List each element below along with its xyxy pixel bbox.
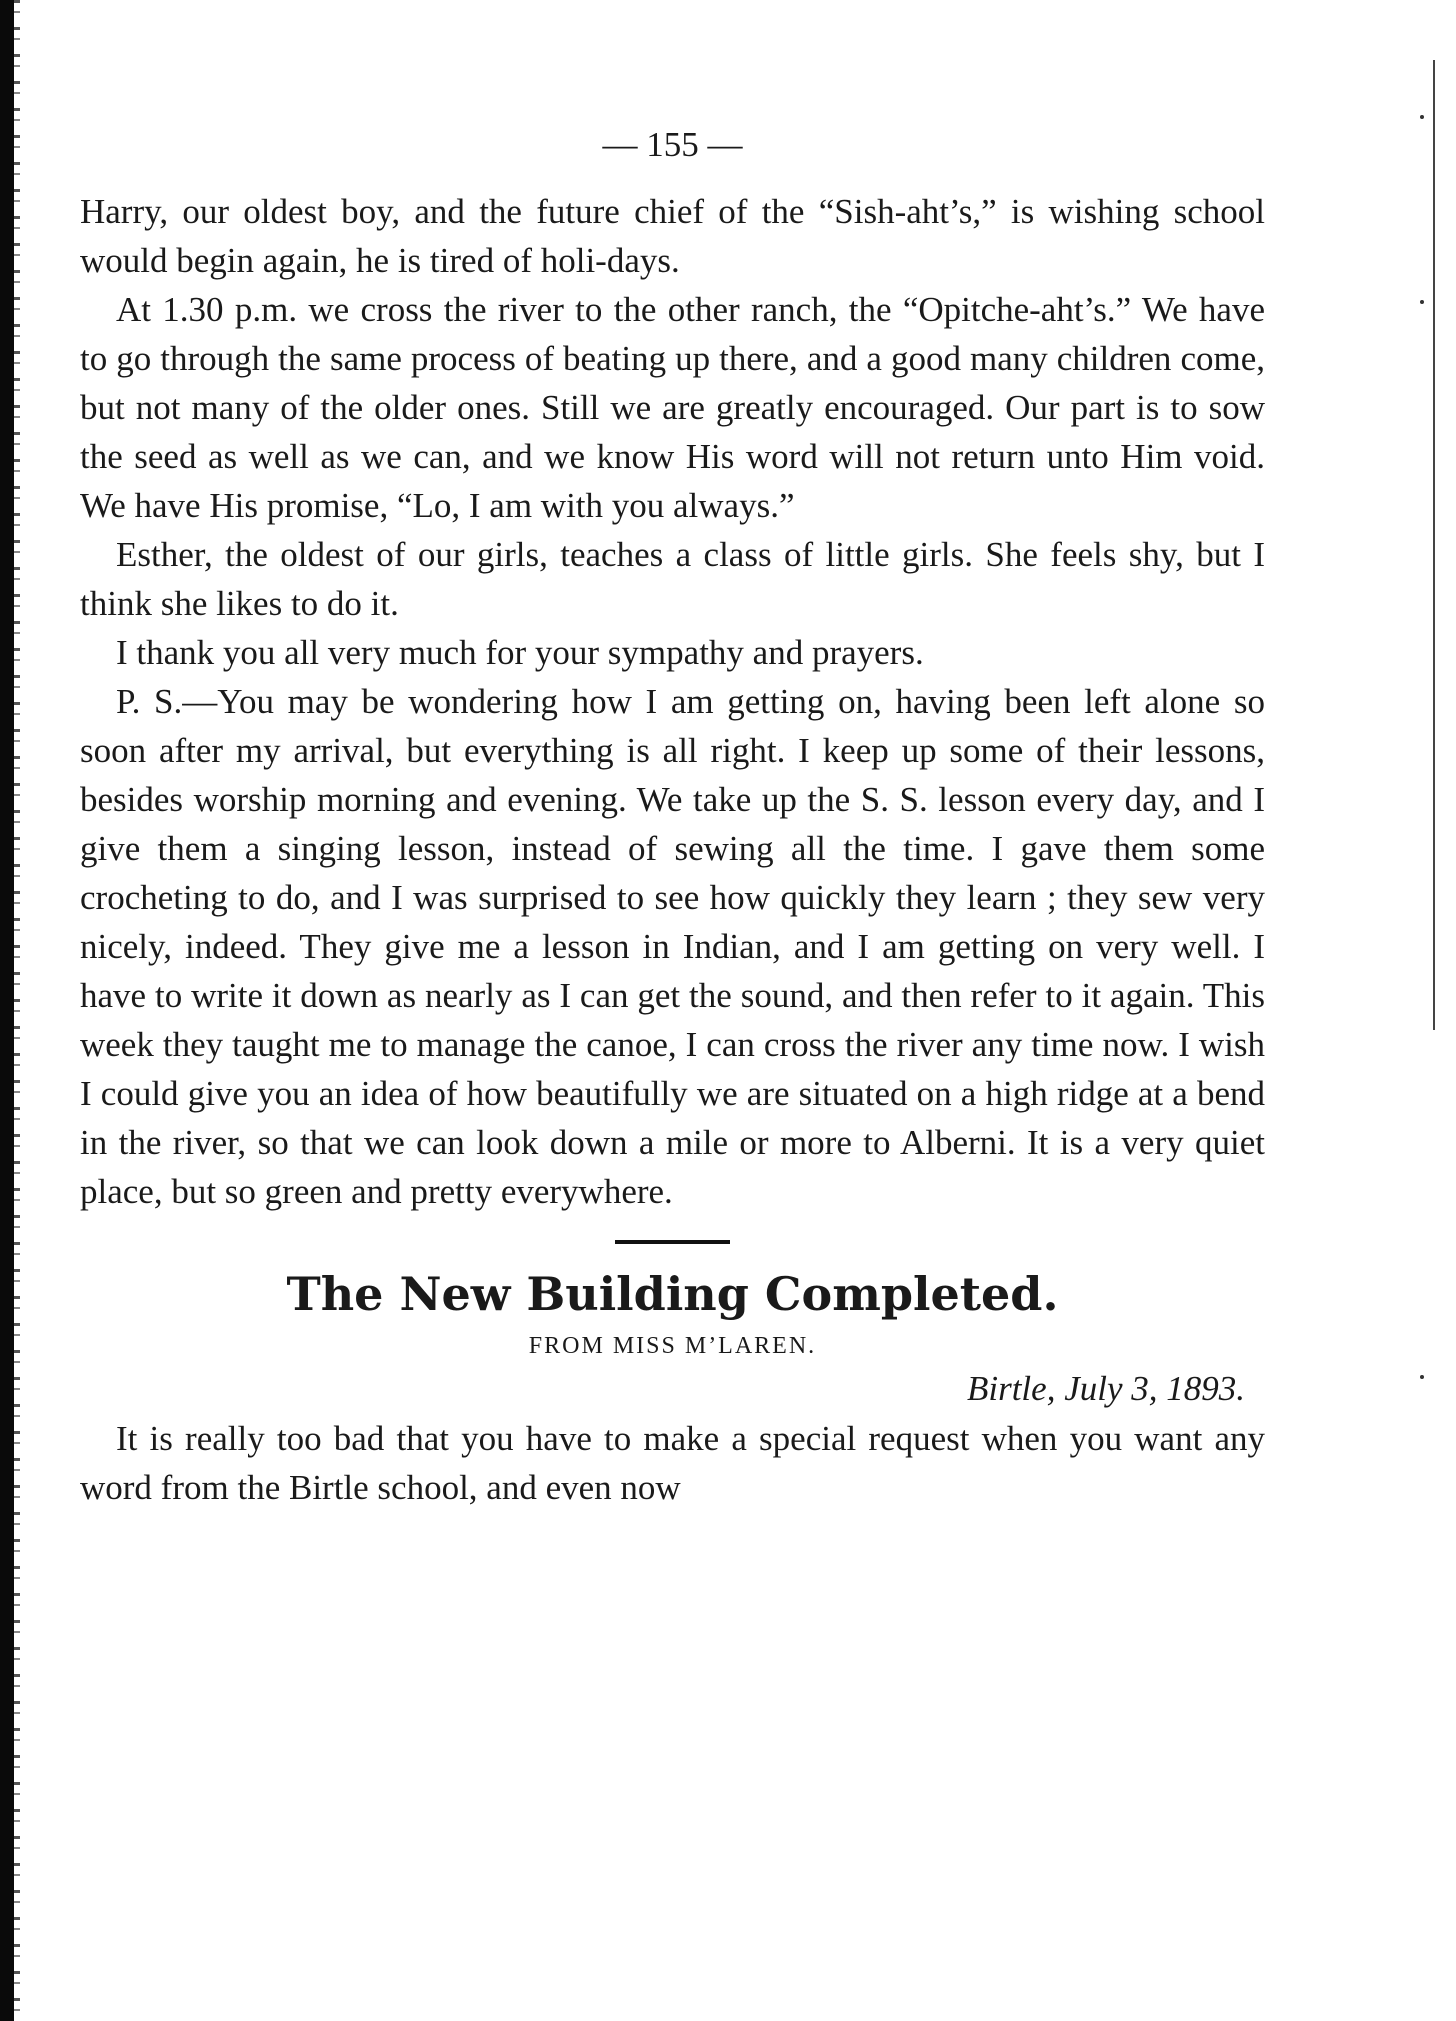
section-heading: The New Building Completed. <box>286 1267 1059 1321</box>
margin-speck <box>1420 300 1424 304</box>
section-byline: FROM MISS M’LAREN. <box>528 1333 817 1359</box>
document-page <box>80 120 1265 1512</box>
paragraph-postscript: P. S.—You may be wondering how I am getting on, having been left alone so soon after my arrival, but everything is all right. I keep up some of their lessons, besides worship morning and evening. We take up the S. S. lesson every day, and I give them a singing lesson, instead of sewing all the time. I gave them some crocheting to do, and I was surprised to see how quickly they learn ; they sew very nicely, indeed. They give me a lesson in Indian, and I am getting on very well. I have to write it down as nearly as I can get the sound, and then refer to it again. This week they taught me to manage the canoe, I can cross the river any time now. I wish I could give you an idea of how beautifully we are situated on a high ridge at a bend in the river, so that we can look down a mile or more to Alberni. It is a very quiet place, but so green and pretty everywhere. <box>80 682 1265 1211</box>
paragraph-harry: Harry, our oldest boy, and the future chief of the “Sish-aht’s,” is wishing school would begin again, he is tired of holi-days. <box>80 192 1265 280</box>
section-dateline: Birtle, July 3, 1893. <box>966 1369 1245 1408</box>
paragraph-esther: Esther, the oldest of our girls, teaches a class of little girls. She feels shy, but I think she likes to do it. <box>80 535 1265 623</box>
margin-rule <box>1433 60 1435 1030</box>
page-number: — 155 — <box>602 125 743 164</box>
paragraph-thanks: I thank you all very much for your sympathy and prayers. <box>116 633 924 672</box>
margin-speck <box>1420 1375 1424 1379</box>
paragraph-river-crossing: At 1.30 p.m. we cross the river to the other ranch, the “Opitche-aht’s.” We have to go through the same process of beating up there, and a good many children come, but not many of the older ones. Still we are greatly encouraged. Our part is to sow the seed as well as we can, and we know His word will not return unto Him void. We have His promise, “Lo, I am with you always.” <box>80 290 1265 525</box>
book-spine-shadow <box>0 0 14 2021</box>
spine-edge-texture <box>14 0 20 2021</box>
section-divider <box>615 1240 730 1244</box>
margin-speck <box>1420 115 1424 119</box>
paragraph-birtle: It is really too bad that you have to make a special request when you want any word from the Birtle school, and even now <box>80 1419 1265 1507</box>
